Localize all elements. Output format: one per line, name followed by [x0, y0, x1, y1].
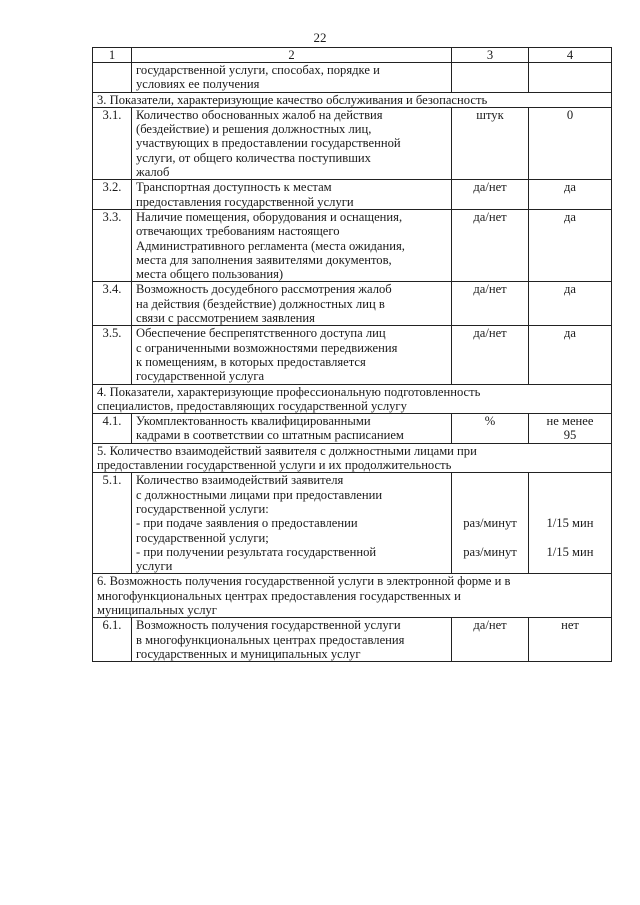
section-heading: [93, 384, 612, 414]
column-header: 1: [93, 48, 132, 63]
cell-line: (бездействие) и решения должностных лиц,: [136, 122, 372, 137]
table-row: [93, 107, 612, 179]
row-number: 5.1.: [93, 473, 132, 574]
row-number: 3.5.: [93, 326, 132, 384]
cell-line: раз/минут: [463, 516, 517, 531]
row-number: 3.1.: [93, 107, 132, 179]
cell-line: многофункциональных центрах предоставления государственных и: [97, 588, 461, 603]
section-heading: [93, 443, 612, 473]
indicator-name: [132, 209, 452, 281]
indicator-name: [132, 326, 452, 384]
cell-line: да/нет: [473, 209, 507, 224]
cell-line: кадрами в соответствии со штатным расписанием: [136, 428, 404, 443]
cell-line: Количество взаимодействий заявителя: [136, 473, 344, 488]
cell-line: 3. Показатели, характеризующие качество обслуживания и безопасность: [97, 92, 488, 107]
cell-line: жалоб: [136, 165, 170, 180]
row-number: 3.3.: [93, 209, 132, 281]
row-number: 4.1.: [93, 414, 132, 444]
cell-line: с должностными лицами при предоставлении: [136, 487, 383, 502]
section-row: [93, 384, 612, 414]
cell-line: государственной услуги;: [136, 530, 269, 545]
table-header-row: [93, 48, 612, 63]
cell-line: да: [564, 282, 576, 297]
table-row: [93, 326, 612, 384]
section-heading: [93, 574, 612, 618]
cell-line: 4. Показатели, характеризующие профессиональную подготовленность: [97, 384, 481, 399]
unit-of-measure: [452, 180, 529, 210]
cell-line: [456, 531, 524, 545]
cell-line: Наличие помещения, оборудования и оснащения,: [136, 209, 403, 224]
cell-line: государственной услуги:: [136, 501, 269, 516]
cell-line: связи с рассмотрением заявления: [136, 311, 315, 326]
cell-line: услуги, от общего количества поступивших: [136, 150, 371, 165]
table-row: [93, 180, 612, 210]
cell-line: да/нет: [473, 282, 507, 297]
page-number: 22: [313, 30, 327, 45]
cell-line: нет: [561, 618, 579, 633]
cell-line: [456, 488, 524, 502]
normative-value: [529, 414, 612, 444]
cell-line: [456, 502, 524, 516]
column-header: 2: [132, 48, 452, 63]
column-header: 4: [529, 48, 612, 63]
cell-line: раз/минут: [463, 544, 517, 559]
normative-value: [529, 107, 612, 179]
table-row: [93, 414, 612, 444]
cell-line: предоставления государственной услуги: [136, 194, 354, 209]
table-row: [93, 63, 612, 93]
cell-line: да/нет: [473, 180, 507, 195]
unit-of-measure: [452, 473, 529, 574]
normative-value: [529, 180, 612, 210]
cell-line: услуги: [136, 559, 173, 574]
cell-line: Обеспечение беспрепятственного доступа лиц: [136, 326, 386, 341]
cell-line: 6. Возможность получения государственной услуги в электронной форме и в: [97, 574, 511, 589]
cell-line: - при получении результата государственной: [136, 544, 377, 559]
unit-of-measure: [452, 618, 529, 662]
cell-line: муниципальных услуг: [97, 602, 217, 617]
cell-line: участвующих в предоставлении государственной: [136, 136, 401, 151]
section-row: [93, 574, 612, 618]
cell-line: - при подаче заявления о предоставлении: [136, 516, 358, 531]
indicators-table: [92, 47, 612, 662]
cell-line: Укомплектованность квалифицированными: [136, 414, 371, 429]
column-header: 3: [452, 48, 529, 63]
section-row: [93, 443, 612, 473]
section-row: [93, 92, 612, 107]
cell-line: к помещениям, в которых предоставляется: [136, 354, 366, 369]
cell-line: специалистов, предоставляющих государственной услугу: [97, 398, 407, 413]
cell-line: Возможность получения государственной услуги: [136, 618, 401, 633]
cell-line: предоставлении государственной услуги и их продолжительность: [97, 458, 452, 473]
unit-of-measure: [452, 209, 529, 281]
normative-value: [529, 473, 612, 574]
unit-of-measure: [452, 282, 529, 326]
cell-line: места для заполнения заявителями документов,: [136, 252, 392, 267]
cell-line: да/нет: [473, 326, 507, 341]
cell-line: да/нет: [473, 618, 507, 633]
table-row: [93, 618, 612, 662]
cell-line: [533, 488, 607, 502]
normative-value: [529, 282, 612, 326]
row-number: 6.1.: [93, 618, 132, 662]
table-row: [93, 473, 612, 574]
cell-line: 5. Количество взаимодействий заявителя с должностными лицами при: [97, 443, 477, 458]
cell-line: государственных и муниципальных услуг: [136, 646, 361, 661]
normative-value: [529, 63, 612, 93]
cell-line: государственной услуги, способах, порядке и: [136, 63, 380, 77]
cell-line: отвечающих требованиям настоящего: [136, 224, 340, 239]
cell-line: условиях ее получения: [136, 77, 260, 92]
cell-line: [456, 473, 524, 487]
cell-line: [533, 502, 607, 516]
cell-line: в многофункциональных центрах предоставления: [136, 632, 405, 647]
cell-line: Административного регламента (места ожидания,: [136, 238, 405, 253]
indicator-name: [132, 107, 452, 179]
cell-line: да: [564, 326, 576, 341]
indicator-name: [132, 618, 452, 662]
unit-of-measure: [452, 414, 529, 444]
cell-line: на действия (бездействие) должностных лиц в: [136, 296, 385, 311]
indicator-name: [132, 414, 452, 444]
row-number: 3.4.: [93, 282, 132, 326]
unit-of-measure: [452, 107, 529, 179]
unit-of-measure: [452, 326, 529, 384]
cell-line: Возможность досудебного рассмотрения жалоб: [136, 282, 392, 297]
indicator-name: [132, 473, 452, 574]
row-number: [93, 63, 132, 93]
cell-line: [533, 531, 607, 545]
cell-line: с ограниченными возможностями передвижения: [136, 340, 398, 355]
cell-line: %: [484, 414, 496, 429]
row-number: 3.2.: [93, 180, 132, 210]
indicator-name: [132, 180, 452, 210]
cell-line: штук: [476, 107, 504, 122]
normative-value: [529, 618, 612, 662]
cell-line: 1/15 мин: [546, 544, 594, 559]
cell-line: места общего пользования): [136, 267, 284, 282]
cell-line: государственной услуга: [136, 369, 265, 384]
cell-line: 1/15 мин: [546, 516, 594, 531]
unit-of-measure: [452, 63, 529, 93]
cell-line: 0: [566, 107, 574, 122]
normative-value: [529, 326, 612, 384]
cell-line: [533, 473, 607, 487]
cell-line: 95: [563, 428, 577, 443]
table-row: [93, 282, 612, 326]
indicator-name: [132, 63, 452, 93]
cell-line: Транспортная доступность к местам: [136, 180, 332, 195]
cell-line: да: [564, 180, 576, 195]
table-row: [93, 209, 612, 281]
cell-line: не менее: [546, 414, 594, 429]
cell-line: да: [564, 209, 576, 224]
cell-line: Количество обоснованных жалоб на действия: [136, 107, 383, 122]
indicator-name: [132, 282, 452, 326]
normative-value: [529, 209, 612, 281]
section-heading: [93, 92, 612, 107]
